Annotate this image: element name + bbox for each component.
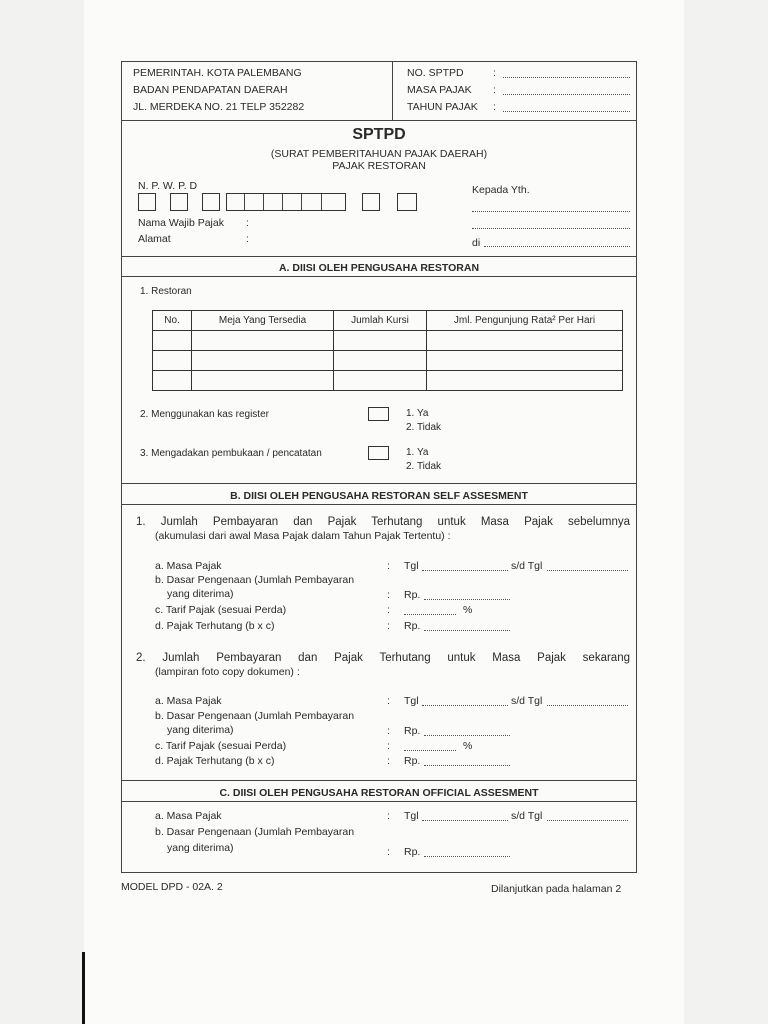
tahun-pajak-label: TAHUN PAJAK [407, 101, 478, 113]
scan-edge-mark [82, 952, 85, 1024]
colon: : [387, 810, 390, 822]
tgl-label: Tgl [404, 560, 419, 572]
field-masa-pajak: a. Masa Pajak [155, 695, 222, 707]
npwpd-digit-box[interactable] [397, 193, 417, 211]
sptpd-form [121, 61, 637, 873]
rp-field[interactable] [424, 735, 510, 736]
colon: : [387, 695, 390, 707]
field-dasar-pengenaan-2: yang diterima) [167, 842, 234, 854]
di-label: di [472, 237, 481, 249]
field-tarif-pajak: c. Tarif Pajak (sesuai Perda) [155, 740, 287, 752]
rp-field[interactable] [424, 599, 510, 600]
field-dasar-pengenaan: b. Dasar Pengenaan (Jumlah Pembayaran [155, 574, 355, 586]
divider [122, 256, 636, 257]
model-code: MODEL DPD - 02A. 2 [121, 881, 223, 893]
option-ya: 1. Ya [406, 408, 429, 419]
sd-tgl-label: s/d Tgl [511, 810, 543, 822]
colon: : [387, 589, 390, 601]
section-a-title: A. DIISI OLEH PENGUSAHA RESTORAN [278, 262, 480, 274]
kas-register-checkbox[interactable] [368, 407, 389, 421]
no-sptpd-field[interactable] [503, 77, 630, 78]
table-row [153, 371, 623, 391]
restoran-table [152, 310, 623, 391]
kepada-label: Kepada Yth. [472, 184, 530, 196]
tahun-pajak-field[interactable] [503, 111, 630, 112]
field-dasar-pengenaan-2: yang diterima) [167, 724, 234, 736]
colon: : [493, 101, 496, 113]
rp-label: Rp. [404, 755, 421, 767]
rp-field[interactable] [424, 765, 510, 766]
org-line-3: JL. MERDEKA NO. 21 TELP 352282 [133, 101, 305, 113]
sd-tgl-field[interactable] [547, 705, 628, 706]
no-sptpd-label: NO. SPTPD [407, 67, 464, 79]
kepada-field-2[interactable] [472, 228, 630, 229]
sd-tgl-field[interactable] [547, 570, 628, 571]
sd-tgl-field[interactable] [547, 820, 628, 821]
question-1: 1. Jumlah Pembayaran dan Pajak Terhutang untuk Masa Pajak sebelumnya [136, 516, 630, 528]
section-c-title: C. DIISI OLEH PENGUSAHA RESTORAN OFFICIAL ASSESMENT [219, 787, 539, 799]
field-dasar-pengenaan-2: yang diterima) [167, 588, 234, 600]
table-row [153, 351, 623, 371]
colon: : [387, 604, 390, 616]
sd-tgl-label: s/d Tgl [511, 560, 543, 572]
header-divider [392, 62, 393, 120]
tgl-field[interactable] [422, 705, 508, 706]
colon: : [387, 560, 390, 572]
colon: : [246, 217, 249, 229]
field-masa-pajak: a. Masa Pajak [155, 810, 222, 822]
item-pembukuan: 3. Mengadakan pembukaan / pencatatan [140, 448, 322, 459]
field-masa-pajak: a. Masa Pajak [155, 560, 222, 572]
colon: : [493, 67, 496, 79]
item-kas-register: 2. Menggunakan kas register [140, 409, 269, 420]
percent-sign: % [463, 604, 473, 616]
table-row [153, 331, 623, 351]
rp-label: Rp. [404, 725, 421, 737]
colon: : [493, 84, 496, 96]
field-pajak-terhutang: d. Pajak Terhutang (b x c) [155, 620, 275, 632]
npwpd-digit-box[interactable] [362, 193, 380, 211]
rp-label: Rp. [404, 589, 421, 601]
table-header-no: No. [153, 311, 192, 331]
tgl-field[interactable] [422, 820, 508, 821]
form-subtitle: (SURAT PEMBERITAHUAN PAJAK DAERAH) [270, 148, 488, 160]
masa-pajak-field[interactable] [503, 94, 630, 95]
table-header-pengunjung: Jml. Pengunjung Rata² Per Hari [427, 311, 623, 331]
colon: : [246, 233, 249, 245]
rp-field[interactable] [424, 856, 510, 857]
nama-label: Nama Wajib Pajak [138, 217, 224, 229]
npwpd-digit-box[interactable] [138, 193, 156, 211]
npwpd-label: N. P. W. P. D [138, 180, 198, 192]
tgl-label: Tgl [404, 695, 419, 707]
question-2-note: (lampiran foto copy dokumen) : [155, 666, 300, 678]
item-restoran: 1. Restoran [140, 286, 192, 297]
colon: : [387, 725, 390, 737]
table-header-meja: Meja Yang Tersedia [192, 311, 334, 331]
org-line-1: PEMERINTAH. KOTA PALEMBANG [133, 67, 302, 79]
rp-field[interactable] [424, 630, 510, 631]
colon: : [387, 755, 390, 767]
org-line-2: BADAN PENDAPATAN DAERAH [133, 84, 288, 96]
continued-note: Dilanjutkan pada halaman 2 [491, 883, 622, 895]
colon: : [387, 620, 390, 632]
section-b-title: B. DIISI OLEH PENGUSAHA RESTORAN SELF ASSESMENT [230, 490, 528, 502]
divider [122, 276, 636, 277]
form-subtitle-2: PAJAK RESTORAN [332, 160, 426, 172]
divider [122, 120, 636, 121]
question-1-note: (akumulasi dari awal Masa Pajak dalam Tahun Pajak Tertentu) : [155, 530, 451, 542]
divider [122, 504, 636, 505]
rp-label: Rp. [404, 846, 421, 858]
form-title: SPTPD [352, 126, 406, 143]
colon: : [387, 740, 390, 752]
option-tidak: 2. Tidak [406, 422, 442, 433]
sd-tgl-label: s/d Tgl [511, 695, 543, 707]
colon: : [387, 846, 390, 858]
tgl-field[interactable] [422, 570, 508, 571]
tarif-field[interactable] [404, 614, 456, 615]
question-2: 2. Jumlah Pembayaran dan Pajak Terhutang untuk Masa Pajak sekarang [136, 652, 630, 664]
divider [122, 801, 636, 802]
field-dasar-pengenaan: b. Dasar Pengenaan (Jumlah Pembayaran [155, 710, 355, 722]
npwpd-digit-box[interactable] [202, 193, 220, 211]
divider [122, 483, 636, 484]
npwpd-digit-box[interactable] [170, 193, 188, 211]
option-ya: 1. Ya [406, 447, 429, 458]
tarif-field[interactable] [404, 750, 456, 751]
percent-sign: % [463, 740, 473, 752]
field-tarif-pajak: c. Tarif Pajak (sesuai Perda) [155, 604, 287, 616]
field-dasar-pengenaan: b. Dasar Pengenaan (Jumlah Pembayaran [155, 826, 355, 838]
pembukuan-checkbox[interactable] [368, 446, 389, 460]
kepada-field[interactable] [472, 211, 630, 212]
field-pajak-terhutang: d. Pajak Terhutang (b x c) [155, 755, 275, 767]
masa-pajak-label: MASA PAJAK [407, 84, 472, 96]
option-tidak: 2. Tidak [406, 461, 442, 472]
rp-label: Rp. [404, 620, 421, 632]
table-header-kursi: Jumlah Kursi [334, 311, 427, 331]
divider [122, 780, 636, 781]
di-field[interactable] [484, 246, 630, 247]
tgl-label: Tgl [404, 810, 419, 822]
alamat-label: Alamat [138, 233, 171, 245]
